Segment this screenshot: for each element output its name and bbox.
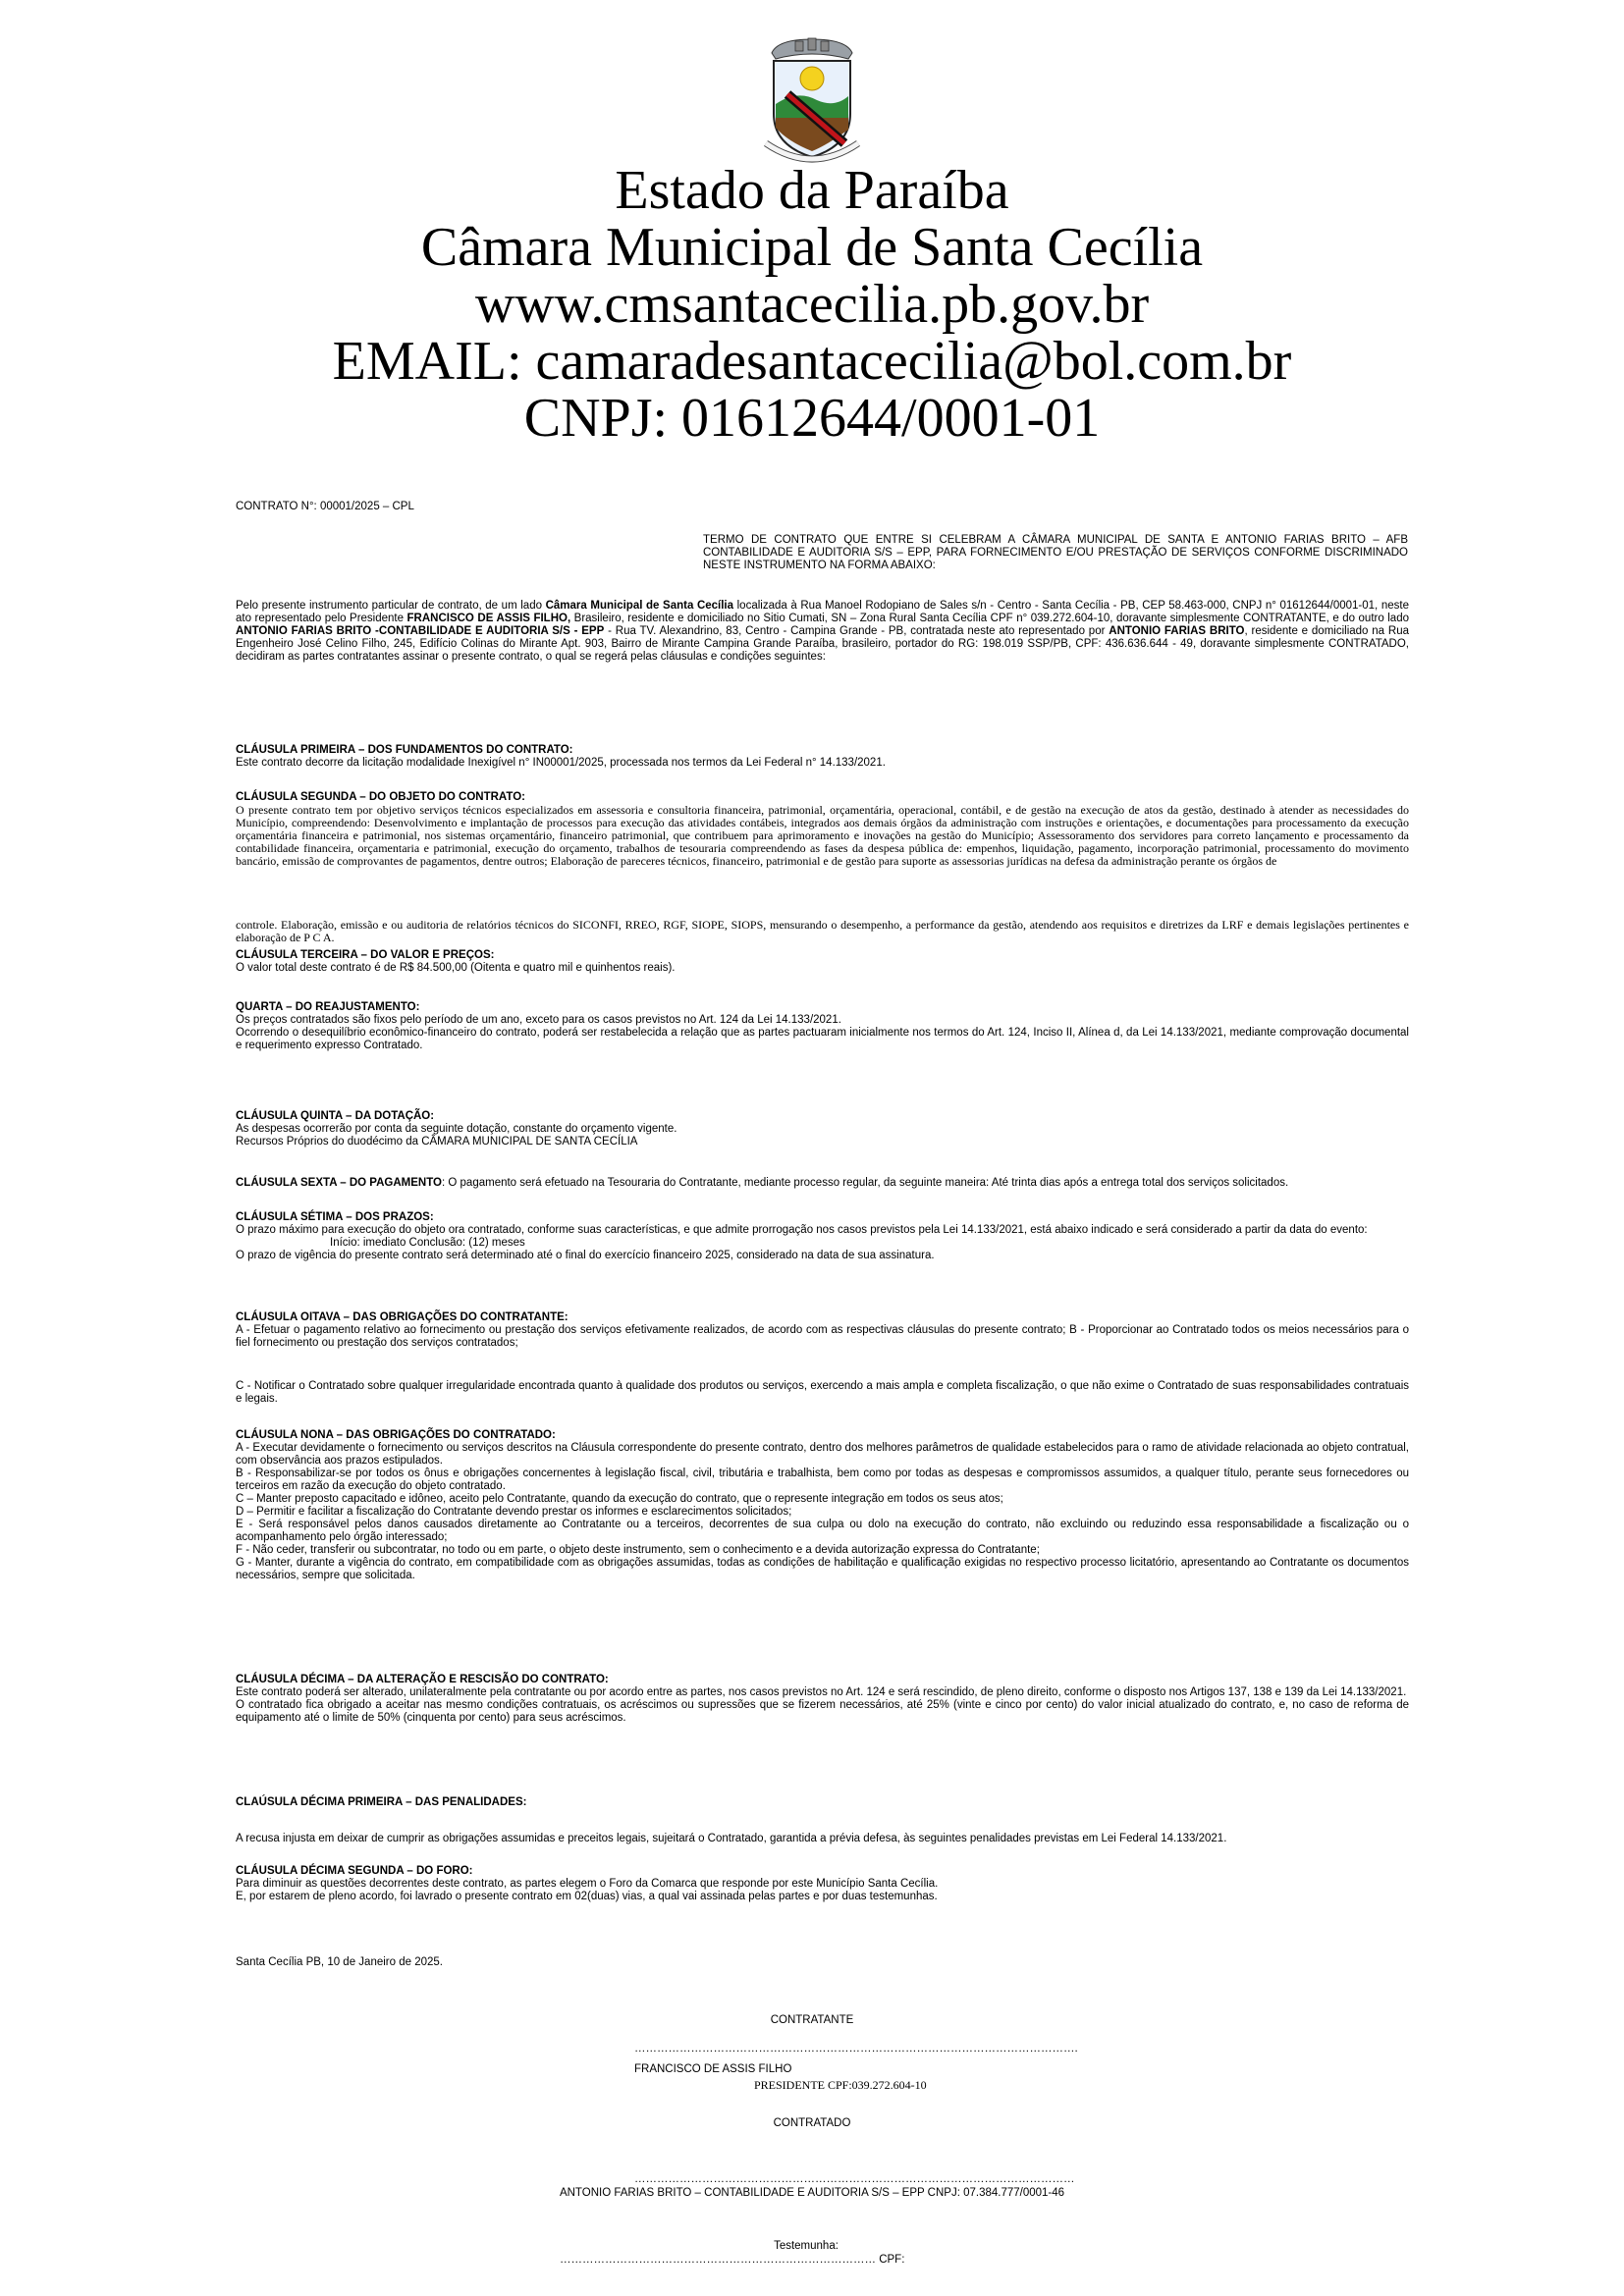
clause-12: CLÁUSULA DÉCIMA SEGUNDA – DO FORO: Para diminuir as questões decorrentes deste contrato, as partes elegem o Foro da Comarca que responde por este Município Santa Cecília. E, por estarem de pleno acordo, foi lavrado o presente contrato em 02(duas) vias, a qual vai assinada pelas partes e por duas testemunhas. xyxy=(236,1865,1409,1903)
list-item: D – Permitir e facilitar a fiscalização do Contratante devendo prestar os informes e esclarecimentos solicitados; xyxy=(236,1506,792,1518)
clause-2-continuation: controle. Elaboração, emissão e ou auditoria de relatórios técnicos do SICONFI, RREO, RGF, SIOPE, SIOPS, mensurando o desempenho, a performance da gestão, atendendo aos requisitos e diretrizes da LRF e demais legislações pertinentes e elaboração de P C A. xyxy=(236,918,1409,944)
clause-title: CLÁUSULA TERCEIRA – DO VALOR E PREÇOS: xyxy=(236,949,495,961)
header-institution: Câmara Municipal de Santa Cecília xyxy=(420,217,1204,278)
contratante-signer-name: FRANCISCO DE ASSIS FILHO xyxy=(634,2063,792,2075)
contratante-name: Câmara Municipal de Santa Cecília xyxy=(545,600,734,612)
clause-7: CLÁUSULA SÉTIMA – DOS PRAZOS: O prazo máximo para execução do objeto ora contratado, conforme suas características, e que admite prorrogação nos casos previstos pela Lei 14.133/2021, está abaixo indicado e será considerado a partir da data do evento: Início: imediato Conclusão: (12) meses O prazo de vigência do presente contrato será determinado até o final do exercício financeiro 2025, considerado na data de sua assinatura. xyxy=(236,1211,1409,1262)
clause-5: CLÁUSULA QUINTA – DA DOTAÇÃO: As despesas ocorrerão por conta da seguinte dotação, constante do orçamento vigente. Recursos Próprios do duodécimo da CÂMARA MUNICIPAL DE SANTA CECÍLIA xyxy=(236,1110,1409,1148)
header-state: Estado da Paraíba xyxy=(615,160,1009,221)
contratado-signer-name: ANTONIO FARIAS BRITO – CONTABILIDADE E AUDITORIA S/S – EPP CNPJ: 07.384.777/0001-46 xyxy=(559,2187,1065,2199)
clause-title: CLÁUSULA SEGUNDA – DO OBJETO DO CONTRATO: xyxy=(236,791,525,803)
clause-8-item-c: C - Notificar o Contratado sobre qualquer irregularidade encontrada quanto à qualidade dos produtos ou serviços, exercendo a mais ampla e completa fiscalização, o que não exime o Contratado de suas responsabilidades contratuais e legais. xyxy=(236,1380,1409,1405)
contratado-representative: ANTONIO FARIAS BRITO xyxy=(1109,625,1245,637)
clause-8: CLÁUSULA OITAVA – DAS OBRIGAÇÕES DO CONTRATANTE: A - Efetuar o pagamento relativo ao fornecimento ou prestação dos serviços efetivamente realizados, de acordo com as respectivas cláusulas do presente contrato; B - Proporcionar ao Contratado todos os meios necessários para o fiel fornecimento ou prestação dos serviços contratados; xyxy=(236,1311,1409,1349)
list-item: B - Responsabilizar-se por todos os ônus e obrigações concernentes à legislação fiscal, civil, tributária e trabalhista, bem como por todas as despesas e compromissos assumidos, a qualquer título, perante seus fornecedores ou terceiros em razão da execução do objeto contratado. xyxy=(236,1468,1409,1492)
clause-10: CLÁUSULA DÉCIMA – DA ALTERAÇÃO E RESCISÃO DO CONTRATO: Este contrato poderá ser alterado, unilateralmente pela contratante ou por acordo entre as partes, nos casos previstos no Art. 124 e será rescindido, de pleno direito, conforme o disposto nos Artigos 137, 138 e 139 da Lei 14.133/2021. O contratado fica obrigado a aceitar nas mesmo condições contratuais, os acréscimos ou supressões que se fizerem necessários, até 25% (vinte e cinco por cento) do valor inicial atualizado do contrato, e, no caso de reforma de equipamento até o limite de 50% (cinquenta por cento) para seus acréscimos. xyxy=(236,1674,1409,1724)
clause-3 xyxy=(236,949,1409,975)
contratado-company: ANTONIO FARIAS BRITO -CONTABILIDADE E AUDITORIA S/S - EPP xyxy=(236,625,605,637)
signature-line-contratante: ………………………………………………………………………………………………………. xyxy=(634,2043,1078,2055)
witness-label: Testemunha: xyxy=(774,2240,839,2252)
list-item: F - Não ceder, transferir ou subcontratar, no todo ou em parte, o objeto deste instrumento, sem o conhecimento e a devida autorização expressa do Contratante; xyxy=(236,1544,1040,1556)
witness-signature-line: ………………………………………………………………………… CPF: xyxy=(560,2254,905,2266)
clause-title: CLÁUSULA SEXTA – DO PAGAMENTO xyxy=(236,1177,442,1189)
header-cnpj: CNPJ: 01612644/0001-01 xyxy=(523,388,1101,449)
clause-11-title: CLAÚSULA DÉCIMA PRIMEIRA – DAS PENALIDADES: xyxy=(236,1796,527,1808)
clause-title: CLÁUSULA QUINTA – DA DOTAÇÃO: xyxy=(236,1110,435,1122)
clause-1 xyxy=(236,744,1409,770)
clause-title: CLÁUSULA PRIMEIRA – DOS FUNDAMENTOS DO CONTRATO: xyxy=(236,744,573,756)
preamble: Pelo presente instrumento particular de contrato, de um lado Câmara Municipal de Santa Cecília localizada à Rua Manoel Rodopiano de Sales s/n - Centro - Santa Cecília - PB, CEP 58.463-000, CNPJ n° 01612644/0001-01, neste ato representado pelo Presidente FRANCISCO DE ASSIS FILHO, Brasileiro, residente e domiciliado no Sitio Cumati, SN – Zona Rural Santa Cecília CPF n° 039.272.604-10, doravante simplesmente CONTRATANTE, e do outro lado ANTONIO FARIAS BRITO -CONTABILIDADE E AUDITORIA S/S - EPP - Rua TV. Alexandrino, 83, Centro - Campina Grande - PB, contratada neste ato representado por ANTONIO FARIAS BRITO, residente e domiciliado na Rua Engenheiro José Celino Filho, 245, Edifício Colinas do Mirante Apt. 903, Bairro de Mirante Campina Grande Paraíba, brasileiro, portador do RG: 198.019 SSP/PB, CPF: 436.636.644 - 49, doravante simplesmente CONTRATADO, decidiram as partes contratantes assinar o presente contrato, o qual se regerá pelas cláusulas e condições seguintes: xyxy=(236,600,1409,663)
contratante-signer-role: PRESIDENTE CPF:039.272.604-10 xyxy=(754,2078,927,2092)
contract-number: CONTRATO N°: 00001/2025 – CPL xyxy=(236,501,414,512)
header-email: EMAIL: camaradesantacecilia@bol.com.br xyxy=(332,331,1292,392)
clause-6: CLÁUSULA SEXTA – DO PAGAMENTO: O pagamento será efetuado na Tesouraria do Contratante, mediante processo regular, da seguinte maneira: Até trinta dias após a entrega total dos serviços solicitados. xyxy=(236,1177,1289,1189)
list-item: A - Executar devidamente o fornecimento ou serviços descritos na Cláusula correspondente do presente contrato, dentro dos melhores parâmetros de qualidade estabelecidos para o ramo de atividade relacionada ao objeto contratual, com observância aos prazos estipulados. xyxy=(236,1442,1409,1467)
clause-title: CLÁUSULA OITAVA – DAS OBRIGAÇÕES DO CONTRATANTE: xyxy=(236,1311,568,1323)
list-item: C – Manter preposto capacitado e idôneo, aceito pelo Contratante, quando da execução do contrato, que o represente integração em todos os seus atos; xyxy=(236,1493,1003,1505)
clause-title: CLÁUSULA DÉCIMA SEGUNDA – DO FORO: xyxy=(236,1865,473,1877)
clause-text: O presente contrato tem por objetivo serviços técnicos especializados em assessoria e consultoria financeira, patrimonial, orçamentária, operacional, contábil, e de gestão na execução de atos da gestão, destinado à atender as necessidades do Município, compreendendo: Desenvolvimento e implantação de processos para execução das atividades contábeis, integrados aos demais órgãos da administração com instruções e orientações, e documentações para processamento da execução orçamentária financeira e patrimonial, nos sistemas orçamentário, financeiro patrimonial, que contribuem para aprimoramento e inovações na gestão do Município; Assessoramento dos servidores para correto lançamento e processamento da contabilidade financeira, orçamentaria e patrimonial, execução do orçamento, trabalhos de tesouraria compreendendo as fases da despesa pública de: empenhos, liquidação, pagamento, incorporação patrimonial, processamento do movimento bancário, emissão de comprovantes de pagamentos, dentre outros; Elaboração de pareceres técnicos, financeiro, patrimonial e de gestão para suporte as assessorias jurídicas na defesa da administração perante os órgãos de xyxy=(236,803,1409,868)
signature-line-contratado: ……………………………………………………………………………………………………… xyxy=(634,2173,1075,2185)
clause-9 xyxy=(236,1429,1409,1582)
contract-term-title: TERMO DE CONTRATO QUE ENTRE SI CELEBRAM A CÂMARA MUNICIPAL DE SANTA E ANTONIO FARIAS BRITO – AFB CONTABILIDADE E AUDITORIA S/S – EPP, PARA FORNECIMENTO E/OU PRESTAÇÃO DE SERVIÇOS CONFORME DISCRIMINADO NESTE INSTRUMENTO NA FORMA ABAIXO: xyxy=(703,534,1408,571)
list-item: G - Manter, durante a vigência do contrato, em compatibilidade com as obrigações assumidas, todas as condições de habilitação e qualificação exigidas no respectivo processo licitatório, apresentando ao Contratante os documentos necessários, sempre que solicitada. xyxy=(236,1557,1409,1581)
municipal-crest-icon xyxy=(758,35,866,173)
contratado-label: CONTRATADO xyxy=(773,2117,851,2129)
clause-title: CLÁUSULA SÉTIMA – DOS PRAZOS: xyxy=(236,1211,434,1223)
document-header xyxy=(0,162,1624,447)
clause-title: CLÁUSULA NONA – DAS OBRIGAÇÕES DO CONTRATADO: xyxy=(236,1429,556,1441)
clause-11-text: A recusa injusta em deixar de cumprir as obrigações assumidas e preceitos legais, sujeitará o Contratado, garantida a prévia defesa, às seguintes penalidades previstas em Lei Federal 14.133/2021. xyxy=(236,1833,1227,1844)
signing-date: Santa Cecília PB, 10 de Janeiro de 2025. xyxy=(236,1956,443,1968)
clause-title: QUARTA – DO REAJUSTAMENTO: xyxy=(236,1001,420,1013)
clause-4: QUARTA – DO REAJUSTAMENTO: Os preços contratados são fixos pelo período de um ano, exceto para os casos previstos no Art. 124 da Lei 14.133/2021. Ocorrendo o desequilíbrio econômico-financeiro do contrato, poderá ser restabelecida a relação que as partes pactuaram inicialmente nos termos do Art. 124, Inciso II, Alínea d, da Lei 14.133/2021, mediante comprovação documental e requerimento expresso Contratado. xyxy=(236,1001,1409,1051)
clause-2 xyxy=(236,791,1409,868)
header-website: www.cmsantacecilia.pb.gov.br xyxy=(474,274,1150,335)
list-item: E - Será responsável pelos danos causados diretamente ao Contratante ou a terceiros, decorrentes de sua culpa ou dolo na execução do contrato, não excluindo ou reduzindo essa responsabilidade a fiscalização ou o acompanhamento pelo órgão interessado; xyxy=(236,1519,1409,1543)
contratante-label: CONTRATANTE xyxy=(770,2014,854,2026)
clause-text: Este contrato decorre da licitação modalidade Inexigível n° IN00001/2025, processada nos termos da Lei Federal n° 14.133/2021. xyxy=(236,757,886,769)
clause-text: O valor total deste contrato é de R$ 84.500,00 (Oitenta e quatro mil e quinhentos reais). xyxy=(236,962,676,974)
president-name: FRANCISCO DE ASSIS FILHO, xyxy=(406,613,571,624)
clause-title: CLÁUSULA DÉCIMA – DA ALTERAÇÃO E RESCISÃO DO CONTRATO: xyxy=(236,1674,609,1685)
